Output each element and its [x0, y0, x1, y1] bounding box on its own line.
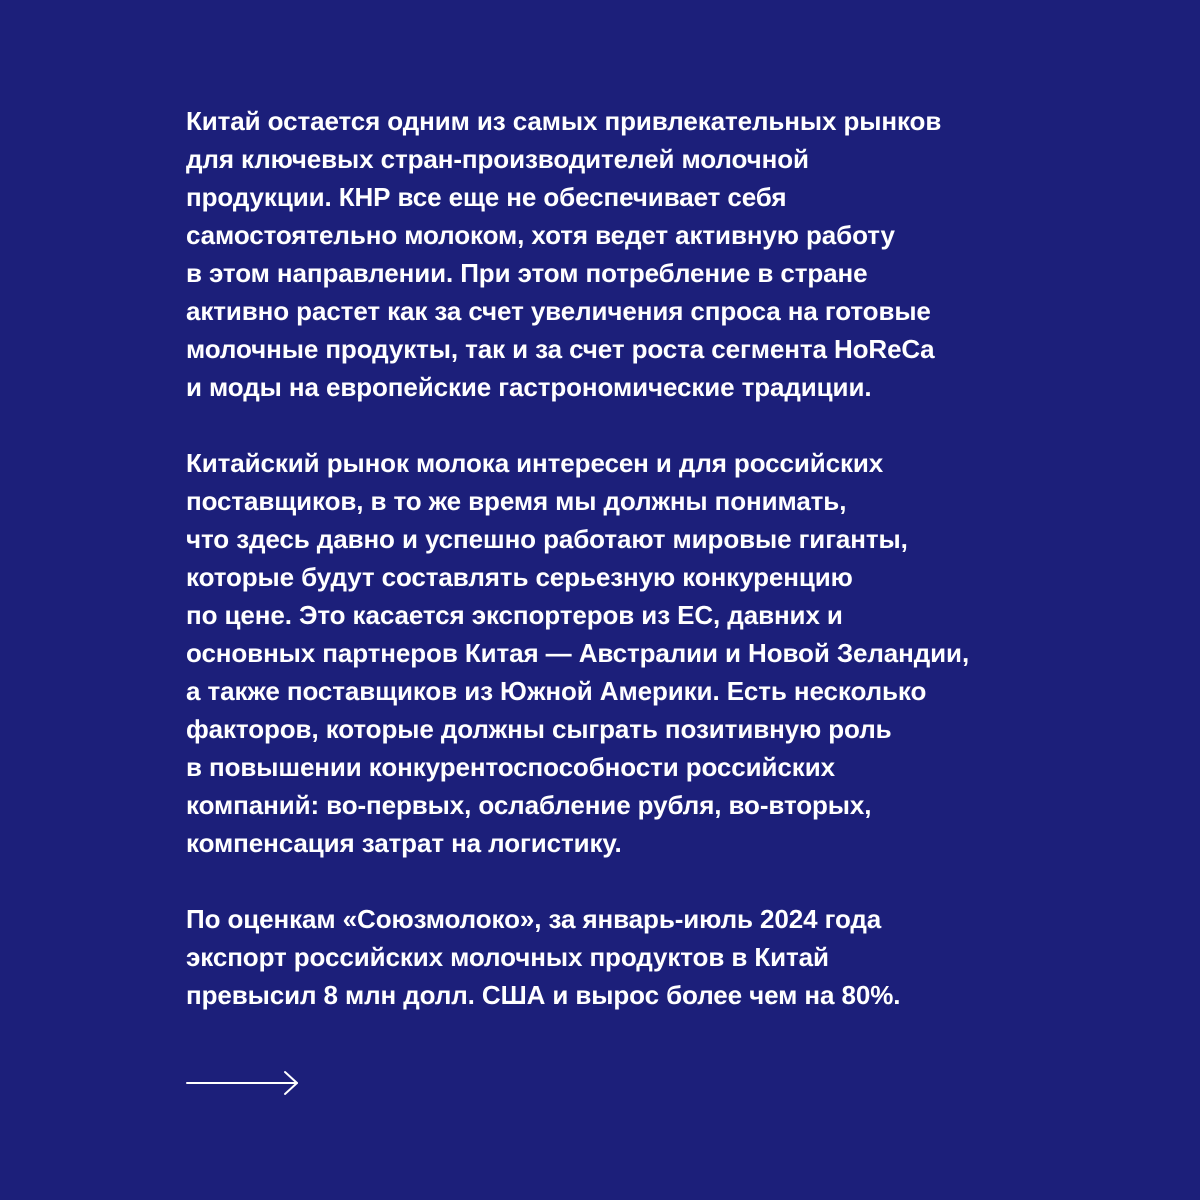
paragraph-2 [186, 444, 1176, 862]
text-line: поставщиков, в то же время мы должны понимать, [186, 486, 847, 516]
text-line: По оценкам «Союзмолоко», за январь-июль 2024 года [186, 904, 882, 934]
text-line: самостоятельно молоком, хотя ведет активную работу [186, 220, 895, 250]
right-arrow-icon[interactable] [186, 1069, 300, 1097]
text-line: что здесь давно и успешно работают мировые гиганты, [186, 524, 908, 554]
text-line: превысил 8 млн долл. США и вырос более чем на 80%. [186, 980, 901, 1010]
text-line: факторов, которые должны сыграть позитивную роль [186, 714, 892, 744]
text-line: продукции. КНР все еще не обеспечивает себя [186, 182, 787, 212]
paragraph-1 [186, 102, 1176, 406]
text-line: и моды на европейские гастрономические традиции. [186, 372, 872, 402]
text-line: экспорт российских молочных продуктов в Китай [186, 942, 829, 972]
paragraph-3 [186, 900, 1176, 1014]
text-line: а также поставщиков из Южной Америки. Есть несколько [186, 676, 927, 706]
text-line: молочные продукты, так и за счет роста сегмента HoReCa [186, 334, 935, 364]
text-line: Китай остается одним из самых привлекательных рынков [186, 106, 942, 136]
article-text [186, 102, 1176, 1052]
text-line: которые будут составлять серьезную конкуренцию [186, 562, 853, 592]
text-line: в этом направлении. При этом потребление в стране [186, 258, 868, 288]
text-line: компаний: во-первых, ослабление рубля, во-вторых, [186, 790, 872, 820]
text-line: активно растет как за счет увеличения спроса на готовые [186, 296, 931, 326]
text-line: основных партнеров Китая — Австралии и Новой Зеландии, [186, 638, 970, 668]
text-line: Китайский рынок молока интересен и для российских [186, 448, 884, 478]
text-line: в повышении конкурентоспособности российских [186, 752, 835, 782]
text-line: по цене. Это касается экспортеров из ЕС, давних и [186, 600, 843, 630]
text-line: для ключевых стран-производителей молочной [186, 144, 809, 174]
text-line: компенсация затрат на логистику. [186, 828, 622, 858]
